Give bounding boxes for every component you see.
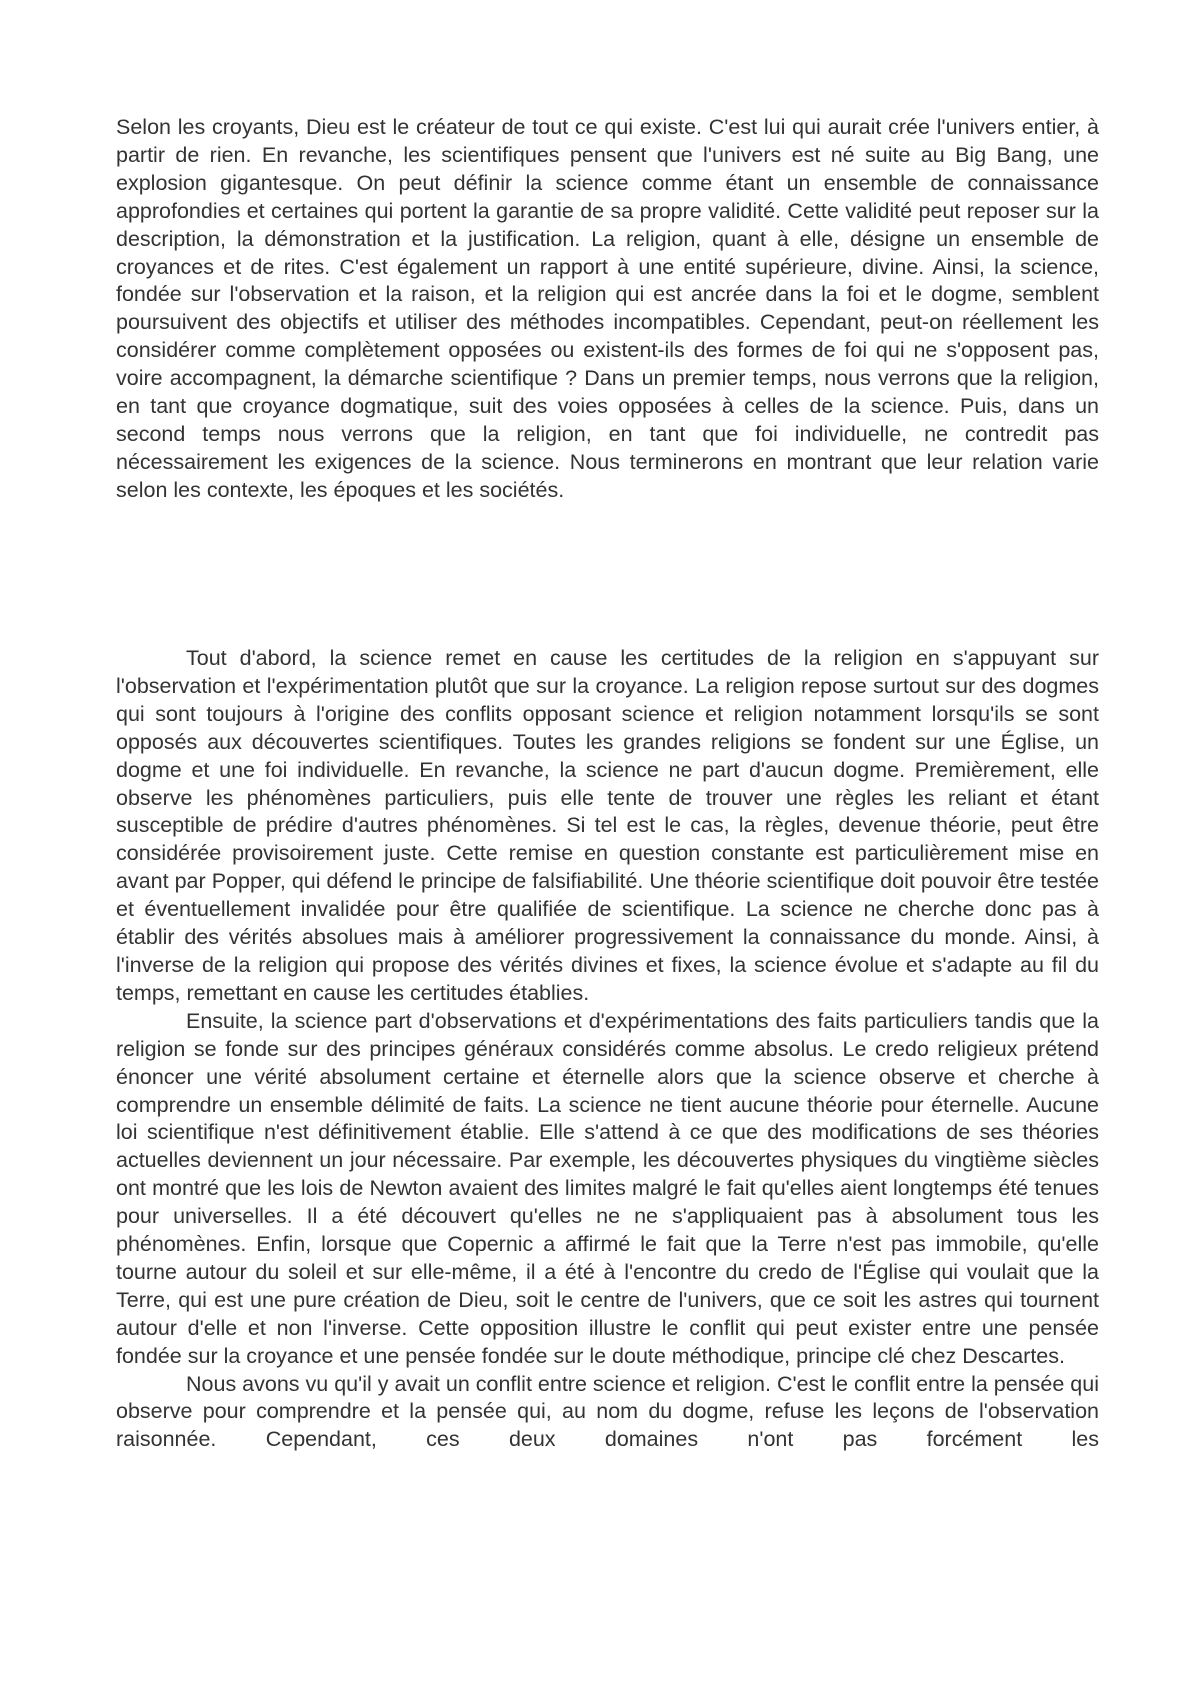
body-paragraph-3: Nous avons vu qu'il y avait un conflit entre science et religion. C'est le conflit entre la pensée qui observe pour comprendre et la pensée qui, au nom du dogme, refuse les leçons de l'observation raisonnée. Cependant, ces deux domaines n'ont pas forcément les xyxy=(116,1371,1099,1452)
development-section xyxy=(116,645,1099,1454)
introduction-paragraph: Selon les croyants, Dieu est le créateur de tout ce qui existe. C'est lui qui aurait crée l'univers entier, à partir de rien. En revanche, les scientifiques pensent que l'univers est né suite au Big Bang, une explosion gigantesque. On peut définir la science comme étant un ensemble de connaissance approfondies et certaines qui portent la garantie de sa propre validité. Cette validité peut reposer sur la description, la démonstration et la justification. La religion, quant à elle, désigne un ensemble de croyances et de rites. C'est également un rapport à une entité supérieure, divine. Ainsi, la science, fondée sur l'observation et la raison, et la religion qui est ancrée dans la foi et le dogme, semblent poursuivent des objectifs et utiliser des méthodes incompatibles. Cependant, peut-on réellement les considérer comme complètement opposées ou existent-ils des formes de foi qui ne s'opposent pas, voire accompagnent, la démarche scientifique ? Dans un premier temps, nous verrons que la religion, en tant que croyance dogmatique, suit des voies opposées à celles de la science. Puis, dans un second temps nous verrons que la religion, en tant que foi individuelle, ne contredit pas nécessairement les exigences de la science. Nous terminerons en montrant que leur relation varie selon les contexte, les époques et les sociétés. xyxy=(116,115,1099,502)
body-paragraph-1: Tout d'abord, la science remet en cause les certitudes de la religion en s'appuyant sur l'observation et l'expérimentation plutôt que sur la croyance. La religion repose surtout sur des dogmes qui sont toujours à l'origine des conflits opposant science et religion notamment lorsqu'ils se sont opposés aux découvertes scientifiques. Toutes les grandes religions se fondent sur une Église, un dogme et une foi individuelle. En revanche, la science ne part d'aucun dogme. Premièrement, elle observe les phénomènes particuliers, puis elle tente de trouver une règles les reliant et étant susceptible de prédire d'autres phénomènes. Si tel est le cas, la règles, devenue théorie, peut être considérée provisoirement juste. Cette remise en question constante est particulièrement mise en avant par Popper, qui défend le principe de falsifiabilité. Une théorie scientifique doit pouvoir être testée et éventuellement invalidée pour être qualifiée de scientifique. La science ne cherche donc pas à établir des vérités absolues mais à améliorer progressivement la connaissance du monde. Ainsi, à l'inverse de la religion qui propose des vérités divines et fixes, la science évolue et s'adapte au fil du temps, remettant en cause les certitudes établies. xyxy=(116,646,1099,1005)
body-paragraph-2: Ensuite, la science part d'observations et d'expérimentations des faits particuliers tandis que la religion se fonde sur des principes généraux considérés comme absolus. Le credo religieux prétend énoncer une vérité absolument certaine et éternelle alors que la science observe et cherche à comprendre un ensemble délimité de faits. La science ne tient aucune théorie pour éternelle. Aucune loi scientifique n'est définitivement établie. Elle s'attend à ce que des modifications de ses théories actuelles deviennent un jour nécessaire. Par exemple, les découvertes physiques du vingtième siècles ont montré que les lois de Newton avaient des limites malgré le fait qu'elles aient longtemps été tenues pour universelles. Il a été découvert qu'elles ne ne s'appliquaient pas à absolument tous les phénomènes. Enfin, lorsque que Copernic a affirmé le fait que la Terre n'est pas immobile, qu'elle tourne autour du soleil et sur elle-même, il a été à l'encontre du credo de l'Église qui voulait que la Terre, qui est une pure création de Dieu, soit le centre de l'univers, que ce soit les astres qui tournent autour d'elle et non l'inverse. Cette opposition illustre le conflit qui peut exister entre une pensée fondée sur la croyance et une pensée fondée sur le doute méthodique, principe clé chez Descartes. xyxy=(116,1008,1099,1368)
introduction-section xyxy=(116,114,1099,505)
